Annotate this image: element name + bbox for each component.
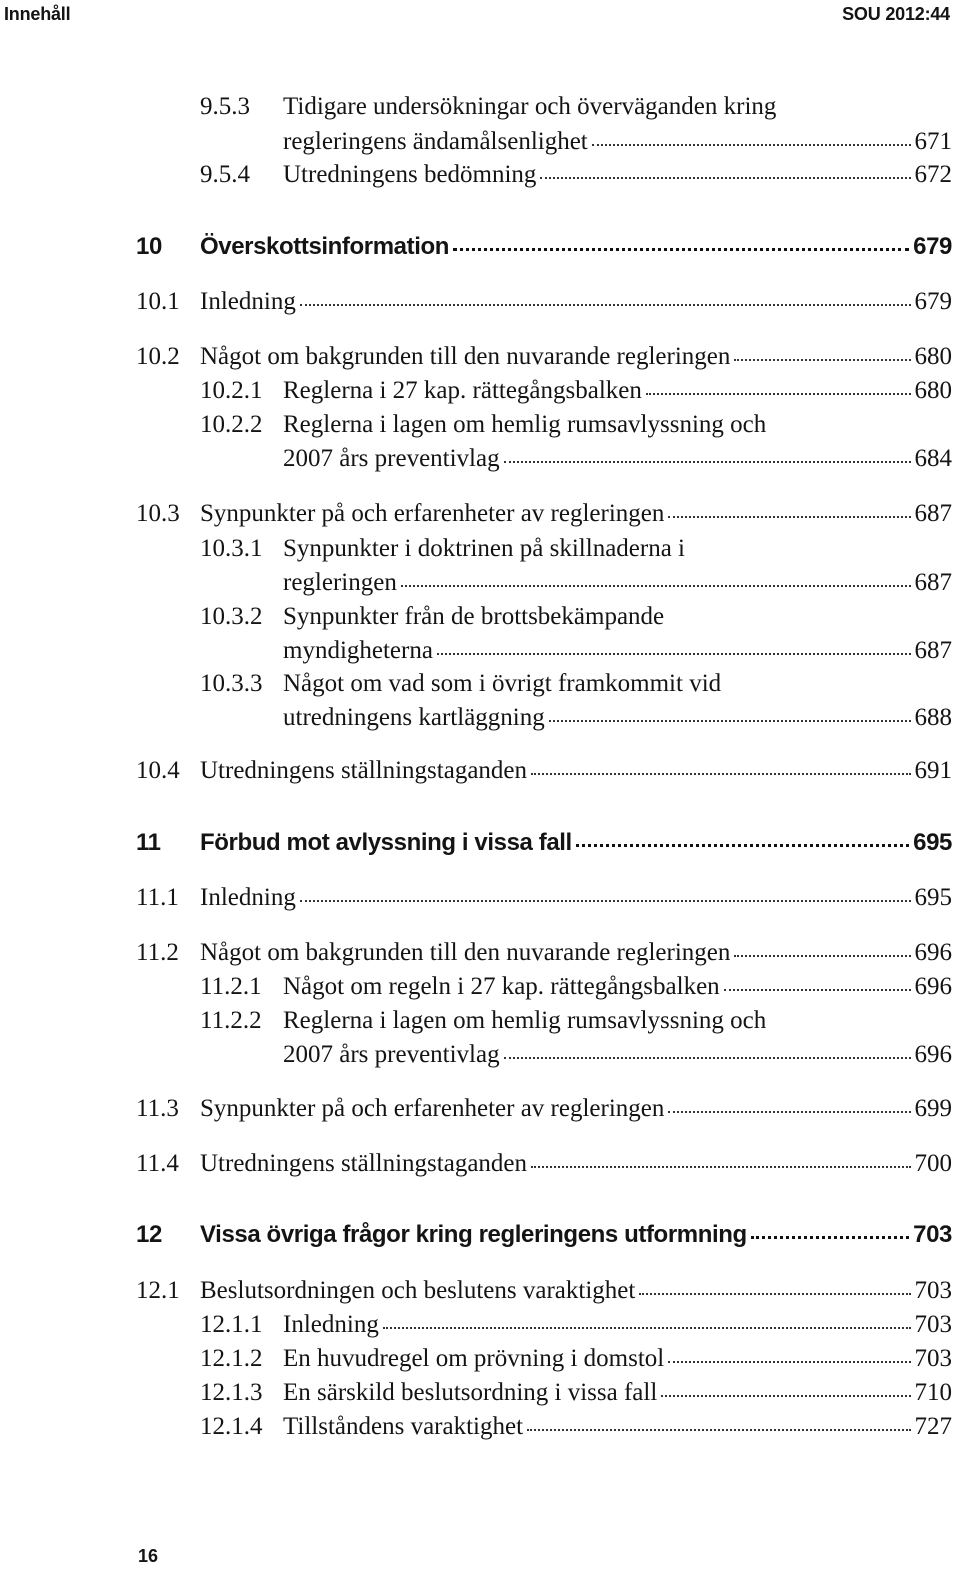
toc-page-number: 703: [914, 1311, 952, 1338]
toc-entry-title: Något om regeln i 27 kap. rättegångsbalken: [283, 973, 720, 1000]
dot-leader: [504, 460, 911, 463]
dot-leader: [592, 143, 911, 146]
toc-page-number: 679: [914, 288, 952, 315]
dot-leader: [661, 1394, 910, 1397]
toc-entry-title: Synpunkter från de brottsbekämpande: [283, 603, 665, 630]
toc-entry-number: 11.3: [136, 1095, 179, 1122]
dot-leader: [751, 1235, 909, 1239]
toc-entry: [0, 532, 960, 566]
toc-entry: [0, 158, 960, 192]
dot-leader: [540, 176, 910, 179]
toc-entry: [0, 1092, 960, 1126]
toc-entry: [0, 285, 960, 319]
dot-leader: [646, 392, 911, 395]
toc-page-number: 687: [914, 500, 952, 527]
toc-page-number: 695: [913, 829, 952, 856]
toc-page-number: 696: [914, 973, 952, 1000]
dot-leader: [724, 988, 911, 991]
toc-page-number: 672: [914, 161, 952, 188]
dot-leader: [300, 303, 911, 306]
toc-entry-title: Överskottsinformation: [200, 233, 449, 260]
running-header-report-id: SOU 2012:44: [842, 4, 950, 24]
dot-leader: [437, 652, 911, 655]
running-header-section: Innehåll: [4, 4, 71, 24]
toc-entry: [0, 374, 960, 408]
toc-entry-title: Reglerna i lagen om hemlig rumsavlyssning och: [283, 411, 767, 438]
toc-entry-title: myndigheterna: [283, 637, 433, 664]
toc-entry-title: Tillståndens varaktighet: [283, 1413, 524, 1440]
toc-entry-number: 10.3.2: [200, 603, 263, 630]
dot-leader: [576, 843, 909, 847]
toc-entry-title: Synpunkter på och erfarenheter av regleringen: [200, 1095, 665, 1122]
toc-entry-number: 10.3: [136, 500, 180, 527]
toc-entry-title: Tidigare undersökningar och överväganden kring: [283, 93, 777, 120]
toc-entry-title: Något om bakgrunden till den nuvarande regleringen: [200, 939, 731, 966]
toc-entry-number: 12.1: [136, 1277, 180, 1304]
toc-page-number: 680: [914, 343, 952, 370]
toc-entry-continuation: [0, 1038, 960, 1072]
toc-entry: [0, 667, 960, 701]
toc-entry: [0, 1342, 960, 1376]
toc-entry-title: Förbud mot avlyssning i vissa fall: [200, 829, 572, 856]
toc-entry-continuation: [0, 566, 960, 600]
toc-chapter-entry: [0, 1218, 960, 1252]
toc-page-number: 696: [914, 939, 952, 966]
toc-entry: [0, 881, 960, 915]
toc-entry-number: 9.5.4: [200, 161, 250, 188]
dot-leader: [549, 719, 911, 722]
toc-chapter-entry: [0, 230, 960, 264]
toc-entry-number: 11: [136, 829, 161, 856]
dot-leader: [734, 954, 910, 957]
toc-entry-number: 11.2.1: [200, 973, 262, 1000]
toc-entry-number: 10.4: [136, 757, 180, 784]
toc-entry: [0, 1147, 960, 1181]
toc-entry-number: 12.1.3: [200, 1379, 263, 1406]
dot-leader: [383, 1326, 911, 1329]
toc-entry: [0, 754, 960, 788]
toc-entry-title: 2007 års preventivlag: [283, 445, 500, 472]
toc-entry: [0, 340, 960, 374]
dot-leader: [668, 515, 910, 518]
toc-entry-number: 10.3.3: [200, 670, 263, 697]
toc-entry-title: Reglerna i 27 kap. rättegångsbalken: [283, 377, 642, 404]
toc-entry-title: 2007 års preventivlag: [283, 1041, 500, 1068]
toc-entry: [0, 1274, 960, 1308]
toc-page-number: 679: [913, 233, 952, 260]
toc-entry: [0, 497, 960, 531]
toc-entry-number: 9.5.3: [200, 93, 250, 120]
toc-entry-number: 10.3.1: [200, 535, 263, 562]
toc-entry-title: Utredningens bedömning: [283, 161, 537, 188]
toc-entry-number: 12.1.1: [200, 1311, 263, 1338]
toc-entry-title: Inledning: [200, 884, 296, 911]
dot-leader: [734, 358, 910, 361]
toc-entry-number: 11.2.2: [200, 1007, 262, 1034]
toc-entry-title: Inledning: [283, 1311, 379, 1338]
toc-entry-number: 10.2.2: [200, 411, 263, 438]
toc-entry-title: regleringens ändamålsenlighet: [283, 128, 588, 155]
toc-entry-number: 12: [136, 1221, 162, 1248]
toc-page-number: 703: [914, 1345, 952, 1372]
toc-page-number: 695: [914, 884, 952, 911]
toc-entry-title: Beslutsordningen och beslutens varaktighet: [200, 1277, 636, 1304]
toc-page-number: 671: [914, 128, 952, 155]
toc-entry: [0, 1308, 960, 1342]
dot-leader: [527, 1428, 910, 1431]
toc-entry: [0, 936, 960, 970]
toc-entry-title: Utredningens ställningstaganden: [200, 1150, 528, 1177]
toc-page-number: 700: [914, 1150, 952, 1177]
toc-entry-number: 12.1.4: [200, 1413, 263, 1440]
toc-entry-title: En huvudregel om prövning i domstol: [283, 1345, 665, 1372]
toc-entry-title: Vissa övriga frågor kring regleringens utformning: [200, 1221, 747, 1248]
toc-entry-number: 10.2: [136, 343, 180, 370]
toc-entry: [0, 970, 960, 1004]
toc-entry: [0, 600, 960, 634]
toc-entry: [0, 408, 960, 442]
toc-entry: [0, 1004, 960, 1038]
toc-entry-title: Synpunkter i doktrinen på skillnaderna i: [283, 535, 686, 562]
toc-page-number: 727: [914, 1413, 952, 1440]
toc-page-number: 680: [914, 377, 952, 404]
toc-page-number: 703: [914, 1277, 952, 1304]
toc-entry: [0, 90, 960, 124]
toc-entry-continuation: [0, 442, 960, 476]
toc-entry-title: Inledning: [200, 288, 296, 315]
toc-entry-continuation: [0, 701, 960, 735]
toc-chapter-entry: [0, 826, 960, 860]
toc-entry-number: 11.2: [136, 939, 179, 966]
toc-page-number: 688: [914, 704, 952, 731]
toc-entry-number: 11.1: [136, 884, 179, 911]
toc-page-number: 703: [913, 1221, 952, 1248]
toc-entry-title: Utredningens ställningstaganden: [200, 757, 528, 784]
dot-leader: [504, 1056, 911, 1059]
toc-entry-continuation: [0, 125, 960, 159]
toc-entry-title: En särskild beslutsordning i vissa fall: [283, 1379, 658, 1406]
toc-entry-title: Reglerna i lagen om hemlig rumsavlyssning och: [283, 1007, 767, 1034]
toc-entry-title: Något om bakgrunden till den nuvarande regleringen: [200, 343, 731, 370]
dot-leader: [401, 584, 911, 587]
dot-leader: [668, 1360, 910, 1363]
dot-leader: [639, 1292, 910, 1295]
toc-entry: [0, 1376, 960, 1410]
toc-entry: [0, 1410, 960, 1444]
toc-page-number: 684: [914, 445, 952, 472]
toc-page-number: 687: [914, 637, 952, 664]
dot-leader: [531, 1165, 910, 1168]
toc-page-number: 687: [914, 569, 952, 596]
toc-page-number: 710: [914, 1379, 952, 1406]
toc-entry-title: Något om vad som i övrigt framkommit vid: [283, 670, 722, 697]
toc-entry-number: 10.1: [136, 288, 180, 315]
toc-entry-number: 10.2.1: [200, 377, 263, 404]
toc-entry-number: 11.4: [136, 1150, 179, 1177]
toc-entry-title: regleringen: [283, 569, 397, 596]
toc-entry-number: 12.1.2: [200, 1345, 263, 1372]
toc-entry-number: 10: [136, 233, 162, 260]
dot-leader: [668, 1110, 910, 1113]
toc-page-number: 699: [914, 1095, 952, 1122]
toc-page-number: 691: [914, 757, 952, 784]
dot-leader: [531, 772, 910, 775]
toc-page-number: 696: [914, 1041, 952, 1068]
toc-entry-title: Synpunkter på och erfarenheter av regleringen: [200, 500, 665, 527]
toc-entry-continuation: [0, 634, 960, 668]
page-number: 16: [138, 1546, 159, 1566]
dot-leader: [453, 247, 909, 251]
dot-leader: [300, 899, 911, 902]
toc-entry-title: utredningens kartläggning: [283, 704, 545, 731]
